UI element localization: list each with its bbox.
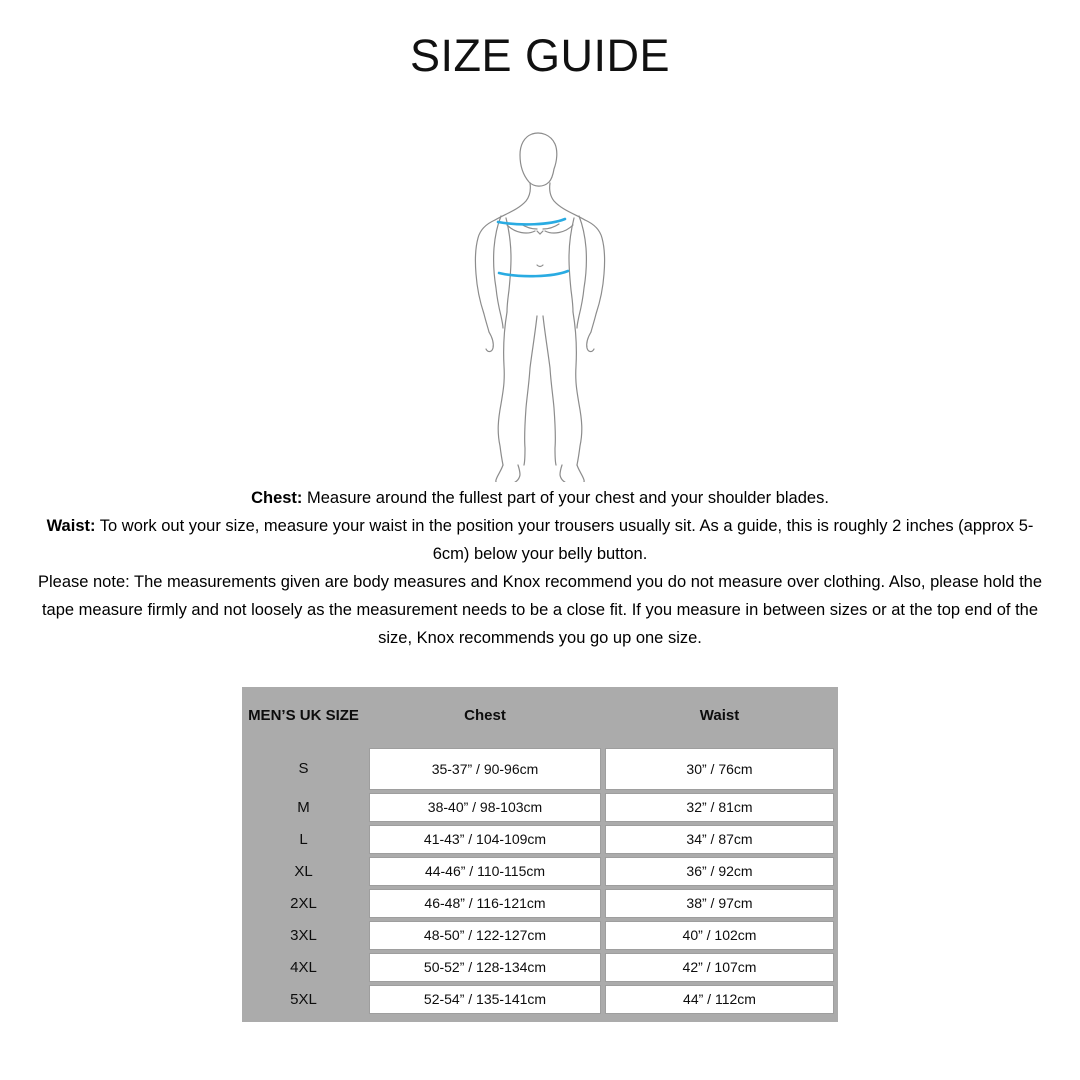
waist-cell: 40” / 102cm	[605, 921, 834, 950]
chest-cell: 41-43” / 104-109cm	[369, 825, 601, 854]
chest-cell: 50-52” / 128-134cm	[369, 953, 601, 982]
size-cell: S	[298, 760, 309, 778]
header-waist: Waist	[699, 707, 740, 725]
header-chest: Chest	[464, 707, 506, 725]
chest-cell: 52-54” / 135-141cm	[369, 985, 601, 1014]
male-body-outline-illustration	[465, 132, 615, 482]
chest-cell: 35-37” / 90-96cm	[369, 748, 601, 790]
waist-measure-line	[499, 271, 568, 276]
chest-measure-line	[498, 219, 565, 224]
chest-cell: 46-48” / 116-121cm	[369, 889, 601, 918]
waist-cell: 32” / 81cm	[605, 793, 834, 822]
measuring-instructions	[30, 484, 1050, 652]
waist-instruction-text: To work out your size, measure your waist in the position your trousers usually sit. As a guide, this is roughly 2 inches (approx 5-6cm) below your belly button.	[99, 516, 1034, 563]
size-cell: XL	[294, 862, 313, 880]
waist-cell: 34” / 87cm	[605, 825, 834, 854]
chest-cell: 44-46” / 110-115cm	[369, 857, 601, 886]
waist-cell: 44” / 112cm	[605, 985, 834, 1014]
waist-cell: 30” / 76cm	[605, 748, 834, 790]
chest-instruction-label: Chest:	[251, 488, 303, 507]
size-cell: 4XL	[290, 958, 317, 976]
chest-cell: 48-50” / 122-127cm	[369, 921, 601, 950]
size-cell: L	[299, 830, 308, 848]
size-cell: 5XL	[290, 990, 317, 1008]
size-cell: M	[297, 798, 310, 816]
size-table	[242, 687, 838, 1022]
header-size: MEN’S UK SIZE	[248, 707, 359, 725]
waist-cell: 38” / 97cm	[605, 889, 834, 918]
chest-instruction-text: Measure around the fullest part of your chest and your shoulder blades.	[307, 488, 829, 507]
waist-instruction-label: Waist:	[46, 516, 96, 535]
waist-cell: 36” / 92cm	[605, 857, 834, 886]
chest-instruction	[30, 484, 1050, 512]
size-cell: 3XL	[290, 926, 317, 944]
body-outline	[475, 133, 604, 482]
please-note-text: Please note: The measurements given are body measures and Knox recommend you do not measure over clothing. Also, please hold the tape measure firmly and not loosely as the measurement needs to be a close fit. If you measure in between sizes or at the top end of the size, Knox recommends you go up one size.	[37, 572, 1043, 647]
waist-cell: 42” / 107cm	[605, 953, 834, 982]
page-title: SIZE GUIDE	[409, 30, 671, 81]
size-cell: 2XL	[290, 894, 317, 912]
body-measurement-figure	[465, 132, 615, 482]
chest-cell: 38-40” / 98-103cm	[369, 793, 601, 822]
waist-instruction	[30, 512, 1050, 568]
